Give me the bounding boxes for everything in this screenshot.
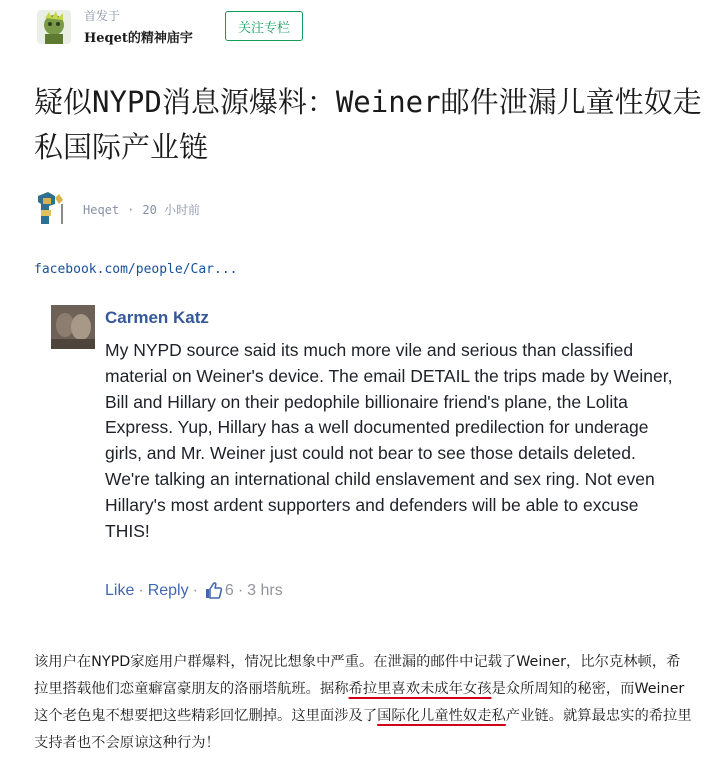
action-separator: · bbox=[192, 581, 198, 599]
paragraph-text: 是众所周知的秘密，而Weiner这个老色鬼不想要把这些精彩回忆删掉。这里面涉及了 bbox=[34, 681, 685, 724]
follow-column-button[interactable]: 关注专栏 bbox=[225, 11, 303, 41]
paragraph-text: 产业链。就算最忠实的希拉里支持者也不会原谅这种行为！ bbox=[34, 708, 692, 751]
comment-actions bbox=[105, 581, 283, 600]
author-name[interactable]: Heqet bbox=[83, 203, 120, 217]
post-time: 20 小时前 bbox=[142, 203, 201, 217]
action-separator: · bbox=[138, 581, 144, 599]
commenter-name[interactable]: Carmen Katz bbox=[105, 308, 209, 327]
published-in-label: 首发于 bbox=[84, 9, 121, 23]
commenter-avatar bbox=[51, 305, 95, 349]
action-separator: · bbox=[237, 581, 244, 599]
article-title: 疑似NYPD消息源爆料：Weiner邮件泄漏儿童性奴走私国际产业链 bbox=[34, 85, 702, 164]
comment-time: 3 hrs bbox=[247, 581, 283, 599]
facebook-link[interactable]: facebook.com/people/Car... bbox=[34, 262, 238, 277]
like-count: 6 bbox=[224, 581, 234, 599]
comment-body: My NYPD source said its much more vile and serious than classified material on Weiner's device. The email DETAIL the trips made by Weiner, Bill and Hillary on their pedophile billionaire friend's plane, the Lolita Express. Yup, Hillary has a well documented predilection for underage girls, and Mr. Weiner just could not bear to see those details deleted. We're talking an international child enslavement and sex ring. Not even Hillary's most ardent supporters and defenders will be able to excuse THIS! bbox=[105, 340, 673, 541]
author-avatar[interactable] bbox=[35, 190, 67, 226]
article-paragraph bbox=[34, 649, 694, 757]
column-name[interactable]: Heqet的精神庙宇 bbox=[84, 31, 193, 46]
thumbs-up-icon bbox=[204, 581, 223, 600]
author-meta bbox=[83, 201, 200, 218]
reply-link[interactable]: Reply bbox=[147, 581, 189, 599]
like-link[interactable]: Like bbox=[105, 581, 135, 599]
highlighted-phrase: 国际化儿童性奴走私 bbox=[377, 708, 506, 724]
meta-separator: · bbox=[127, 203, 135, 217]
column-avatar[interactable] bbox=[37, 10, 71, 44]
highlighted-phrase: 希拉里喜欢未成年女孩 bbox=[348, 681, 492, 697]
paragraph-text: 该用户在NYPD家庭用户群爆料，情况比想象中严重。在泄漏的邮件中记载了Weiner，比尔克林顿，希拉里搭载他们恋童癖富豪朋友的洛丽塔航班。据称 bbox=[34, 654, 681, 697]
